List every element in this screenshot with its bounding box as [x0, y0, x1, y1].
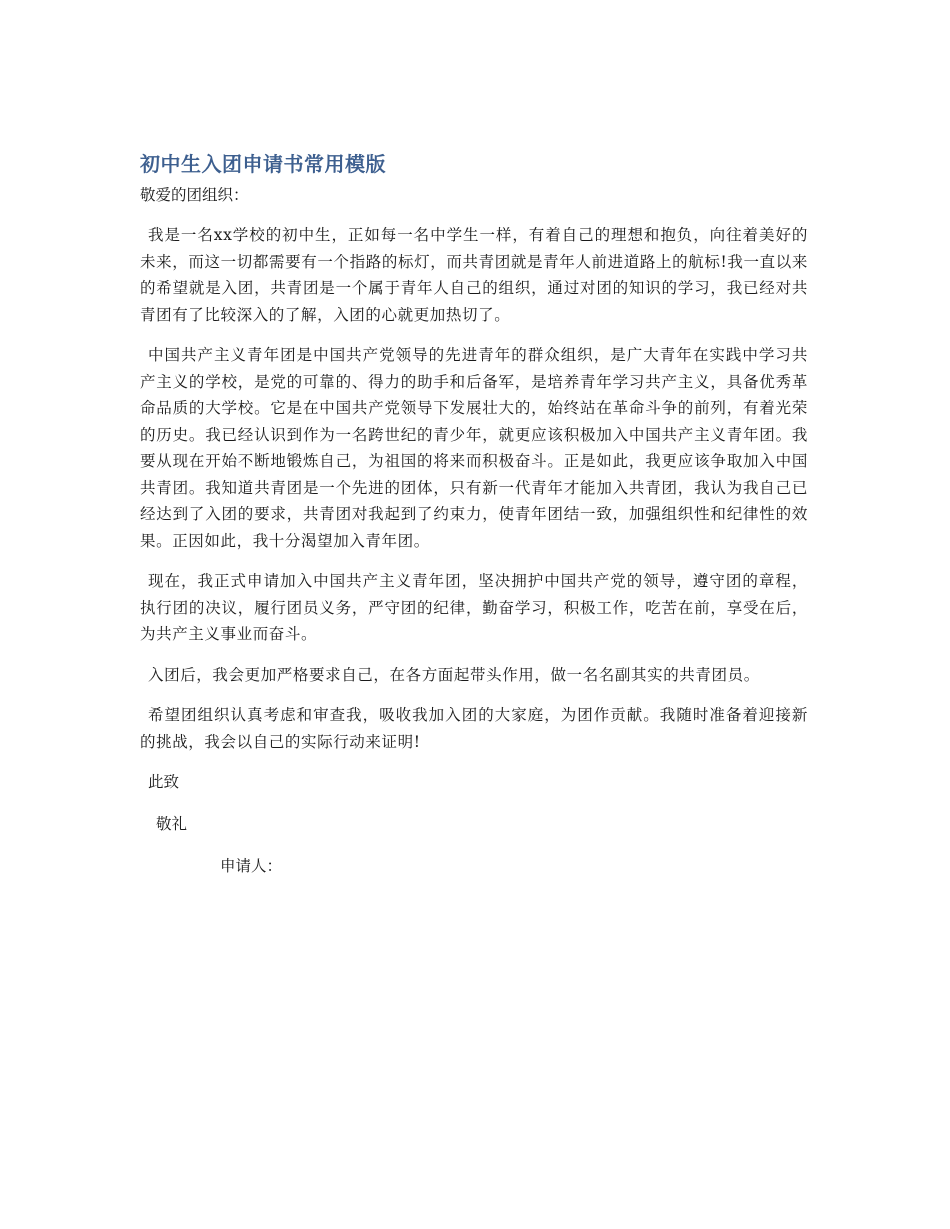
closing-jingli: 敬礼 — [156, 815, 188, 833]
paragraph-4: 入团后，我会更加严格要求自己，在各方面起带头作用，做一名名副其实的共青团员。 — [148, 665, 760, 684]
closing-cizhi: 此致 — [148, 773, 180, 791]
signature-label: 申请人： — [220, 857, 283, 875]
document-body — [140, 150, 808, 879]
paragraph-3: 现在，我正式申请加入中国共产主义青年团，坚决拥护中国共产党的领导，遵守团的章程，执行团的决议，履行团员义务，严守团的纪律，勤奋学习，积极工作，吃苦在前，享受在后，为共产主义事业而奋斗。 — [140, 572, 808, 643]
paragraph-5: 希望团组织认真考虑和审查我，吸收我加入团的大家庭，为团作贡献。我随时准备着迎接新的挑战，我会以自己的实际行动来证明! — [140, 706, 808, 751]
paragraph-1: 我是一名xx学校的初中生，正如每一名中学生一样，有着自己的理想和抱负，向往着美好的未来，而这一切都需要有一个指路的标灯，而共青团就是青年人前进道路上的航标!我一直以来的希望就是入团，共青团是一个属于青年人自己的组织，通过对团的知识的学习，我已经对共青团有了比较深入的了解，入团的心就更加热切了。 — [140, 226, 808, 324]
salutation: 敬爱的团组织： — [140, 186, 249, 204]
paragraph-2: 中国共产主义青年团是中国共产党领导的先进青年的群众组织，是广大青年在实践中学习共产主义的学校，是党的可靠的、得力的助手和后备军，是培养青年学习共产主义，具备优秀革命品质的大学校。它是在中国共产党领导下发展壮大的，始终站在革命斗争的前列，有着光荣的历史。我已经认识到作为一名跨世纪的青少年，就更应该积极加入中国共产主义青年团。我要从现在开始不断地锻炼自己，为祖国的将来而积极奋斗。正是如此，我更应该争取加入中国共青团。我知道共青团是一个先进的团体，只有新一代青年才能加入共青团，我认为我自己已经达到了入团的要求，共青团对我起到了约束力，使青年团结一致，加强组织性和纪律性的效果。正因如此，我十分渴望加入青年团。 — [140, 346, 808, 550]
document-title: 初中生入团申请书常用模版 — [140, 152, 386, 176]
